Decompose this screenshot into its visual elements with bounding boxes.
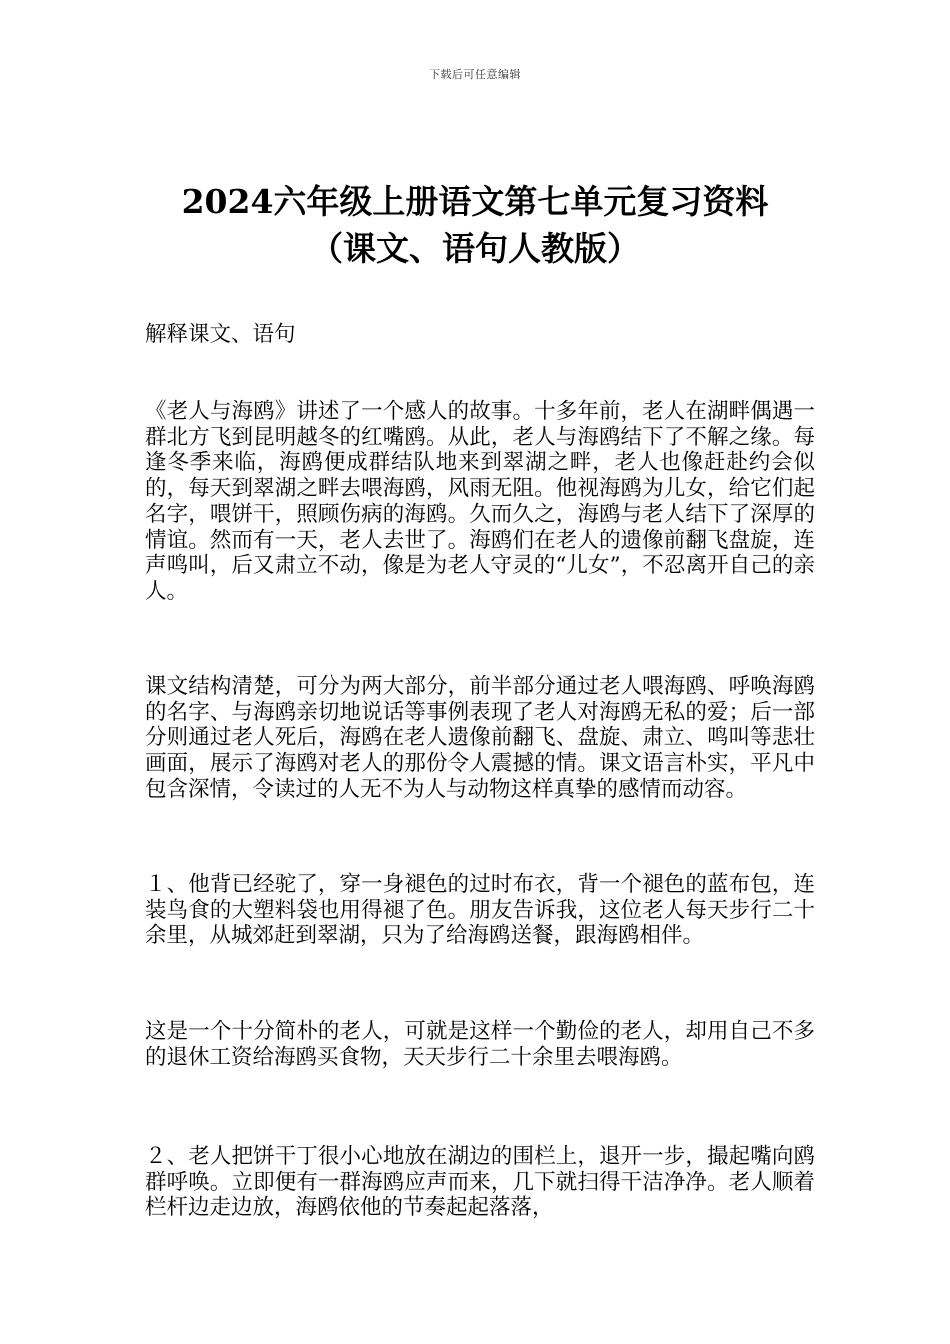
- section-heading: 解释课文、语句: [145, 322, 296, 347]
- paragraph-summary: 《老人与海鸥》讲述了一个感人的故事。十多年前，老人在湖畔偶遇一群北方飞到昆明越冬的红嘴鸥。从此，老人与海鸥结下了不解之缘。每逢冬季来临，海鸥便成群结队地来到翠湖之畔，老人也像赶赴约会似的，每天到翠湖之畔去喂海鸥，风雨无阻。他视海鸥为儿女，给它们起名字，喂饼干，照顾伤病的海鸥。久而久之，海鸥与老人结下了深厚的情谊。然而有一天，老人去世了。海鸥们在老人的遗像前翻飞盘旋，连声鸣叫，后又肃立不动，像是为老人守灵的“儿女”，不忍离开自己的亲人。: [145, 399, 815, 604]
- document-title: [0, 178, 950, 272]
- document-title-line-1: 2024六年级上册语文第七单元复习资料: [181, 182, 769, 221]
- paragraph-structure: 课文结构清楚，可分为两大部分，前半部分通过老人喂海鸥、呼唤海鸥的名字、与海鸥亲切地说话等事例表现了老人对海鸥无私的爱；后一部分则通过老人死后，海鸥在老人遗像前翻飞、盘旋、肃立、鸣叫等悲壮画面，展示了海鸥对老人的那份令人震撼的情。课文语言朴实，平凡中包含深情，令读过的人无不为人与动物这样真挚的感情而动容。: [145, 674, 815, 802]
- paragraph-sentence-1-explanation: 这是一个十分简朴的老人，可就是这样一个勤俭的老人，却用自己不多的退休工资给海鸥买食物，天天步行二十余里去喂海鸥。: [145, 1019, 815, 1070]
- document-title-line-2: （课文、语句人教版）: [310, 229, 640, 268]
- page-header-note: 下载后可任意编辑: [429, 68, 521, 81]
- paragraph-sentence-2: ２、老人把饼干丁很小心地放在湖边的围栏上，退开一步，撮起嘴向鸥群呼唤。立即便有一群海鸥应声而来，几下就扫得干洁净净。老人顺着栏杆边走边放，海鸥依他的节奏起起落落，: [145, 1144, 815, 1221]
- paragraph-sentence-1: １、他背已经驼了，穿一身褪色的过时布衣，背一个褪色的蓝布包，连装鸟食的大塑料袋也用得褪了色。朋友告诉我，这位老人每天步行二十余里，从城郊赶到翠湖，只为了给海鸥送餐，跟海鸥相伴。: [145, 872, 815, 949]
